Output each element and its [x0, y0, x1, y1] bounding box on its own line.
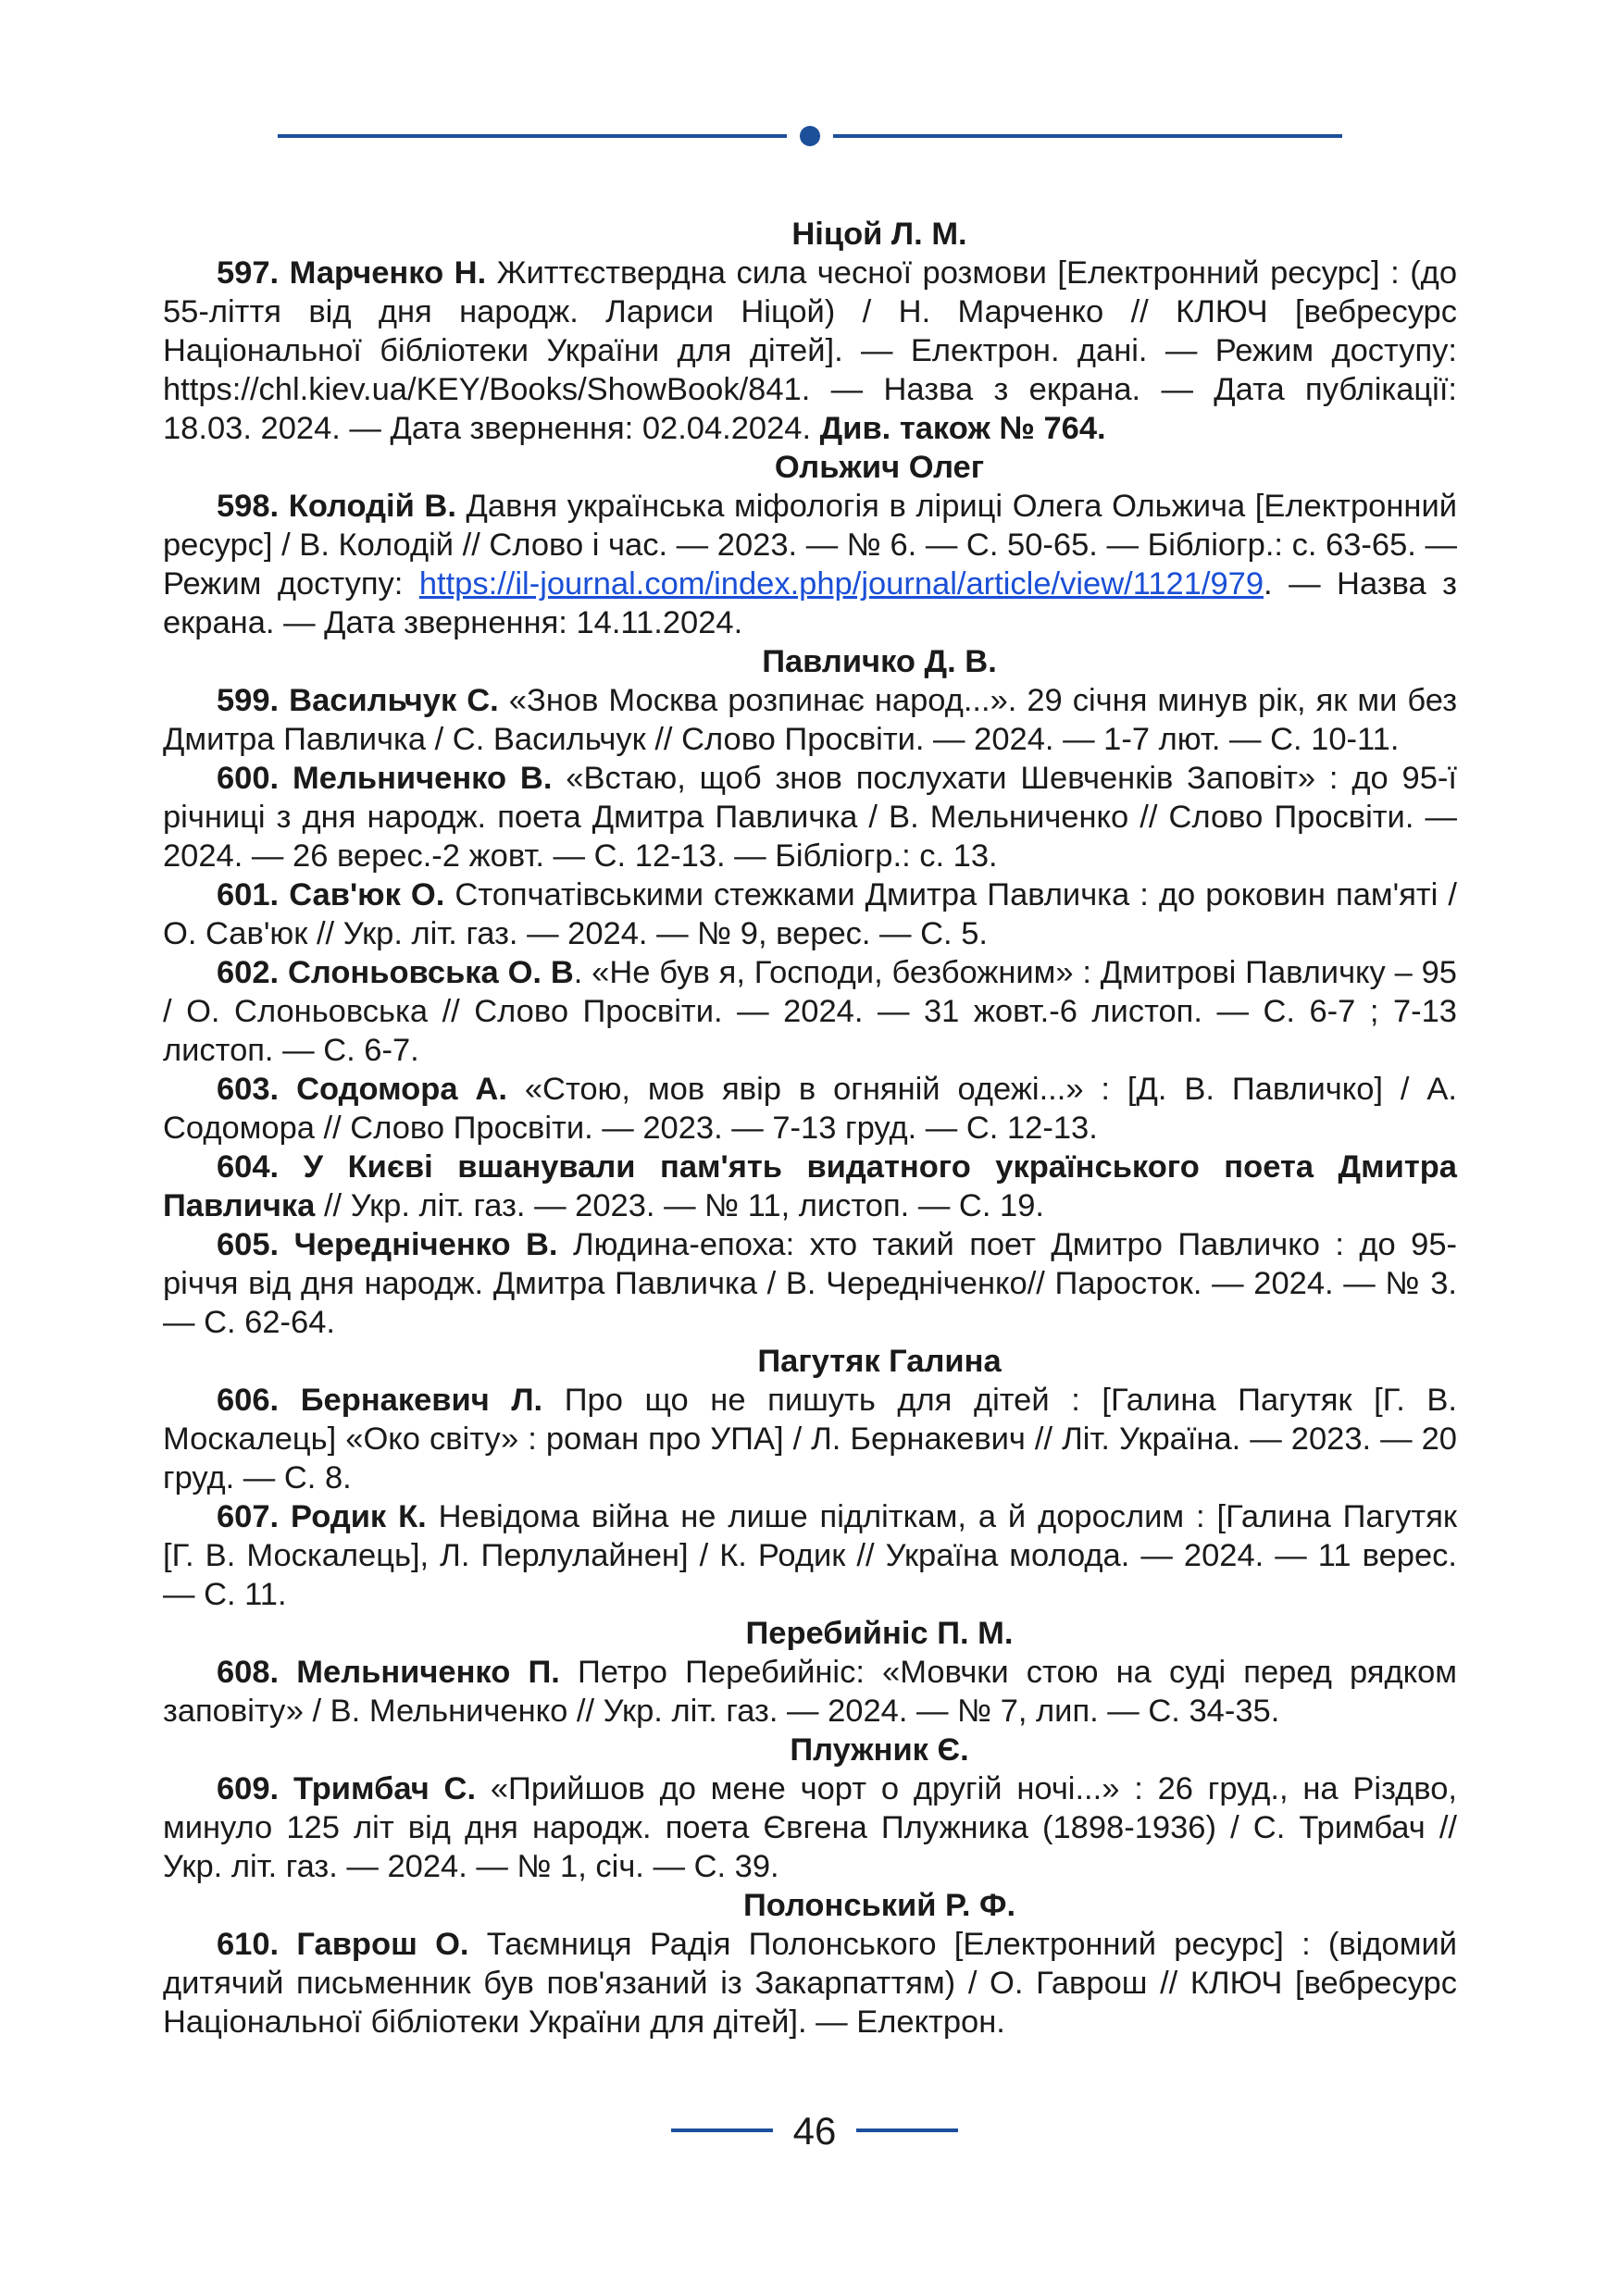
page-footer	[0, 2108, 1619, 2154]
entry-author: Марченко Н.	[289, 255, 487, 291]
page-number: 46	[792, 2109, 837, 2153]
entry-603	[163, 1070, 1457, 1148]
entry-number: 598.	[217, 489, 280, 524]
entry-597	[163, 254, 1457, 448]
ornament-line-right	[833, 134, 1342, 138]
entry-number: 602.	[217, 955, 280, 990]
entry-author: Тримбач С.	[279, 1771, 477, 1806]
top-ornament	[278, 126, 1342, 146]
section-heading: Павличко Д. В.	[762, 644, 997, 679]
entry-text: Петро Перебийніс: «Мовчки стою на суді перед рядком заповіту» / В. Мельниченко // Укр. літ. газ. — 2024. — № 7, лип. — С. 34-35.	[163, 1655, 1458, 1729]
entry-602	[163, 953, 1457, 1070]
entry-number: 599.	[217, 683, 280, 718]
entry-number: 601.	[217, 877, 280, 912]
entry-607	[163, 1497, 1457, 1614]
entry-number: 606.	[217, 1383, 280, 1418]
entry-599	[163, 681, 1457, 759]
entry-author: Слоньовська О. В	[279, 955, 574, 990]
entry-author: Бернакевич Л.	[279, 1383, 543, 1418]
entry-see-also: Див. також № 764.	[819, 411, 1106, 446]
entry-text: Таємниця Радія Полонського [Електронний ресурс] : (відомий дитячий письменник був пов'язаний із Закарпаттям) / О. Гаврош // КЛЮЧ [вебресурс Національної бібліотеки України для дітей]. — Електрон.	[163, 1927, 1457, 2040]
ornament-dot-icon	[800, 126, 820, 146]
entry-number: 609.	[217, 1771, 280, 1806]
entry-number: 600.	[217, 761, 280, 796]
entry-text: Про що не пишуть для дітей : [Галина Пагутяк [Г. В. Москалець] «Око світу» : роман про УПА] / Л. Бернакевич // Літ. Україна. — 2023. — 20 груд. — С. 8.	[163, 1383, 1457, 1496]
entry-number: 604.	[217, 1149, 280, 1185]
section-heading: Перебийніс П. М.	[745, 1616, 1014, 1651]
entry-text: Життєствердна сила чесної розмови [Електронний ресурс] : (до 55-ліття від дня народж. Лариси Ніцой) / Н. Марченко // КЛЮЧ [вебресурс Національної бібліотеки України для дітей]. — Електрон. дані. — Режим доступу: https://chl.kiev.ua/KEY/Books/ShowBook/841. — Назва з екрана. — Дата публікації: 18.03. 2024. — Дата звернення: 02.04.2024.	[163, 255, 1458, 446]
entry-text: «Знов Москва розпинає народ...». 29 січня минув рік, як ми без Дмитра Павличка / С. Васильчук // Слово Просвіти. — 2024. — 1-7 лют. — С. 10-11.	[163, 683, 1458, 757]
entry-text: Давня українська міфологія в ліриці Олега Ольжича [Електронний ресурс] / В. Колодій // Слово і час. — 2023. — № 6. — С. 50-65. — Бібліогр.: с. 63-65. — Режим доступу:	[163, 489, 1457, 602]
entry-text: . «Не був я, Господи, безбожним» : Дмитрові Павличку – 95 / О. Слоньовська // Слово Просвіти. — 2024. — 31 жовт.-6 листоп. — С. 6-7 ; 7-13 листоп. — С. 6-7.	[163, 955, 1457, 1068]
entry-number: 603.	[217, 1072, 280, 1107]
entry-600	[163, 759, 1457, 875]
entry-text-after: . — Назва з екрана. — Дата звернення: 14.11.2024.	[163, 566, 1457, 640]
entry-604	[163, 1148, 1457, 1225]
section-heading: Ніцой Л. М.	[791, 217, 967, 252]
entry-text: «Встаю, щоб знов послухати Шевченків Заповіт» : до 95-ї річниці з дня народж. поета Дмитра Павличка / В. Мельниченко // Слово Просвіти. — 2024. — 26 верес.-2 жовт. — С. 12-13. — Бібліогр.: с. 13.	[163, 761, 1457, 874]
entry-text: «Прийшов до мене чорт о другій ночі...» : 26 груд., на Різдво, минуло 125 літ від дня народж. поета Євгена Плужника (1898-1936) / С. Тримбач // Укр. літ. газ. — 2024. — № 1, січ. — С. 39.	[163, 1771, 1457, 1884]
entry-text: // Укр. літ. газ. — 2023. — № 11, листоп. — С. 19.	[315, 1188, 1044, 1223]
entry-598	[163, 487, 1457, 642]
entry-text: Людина-епоха: хто такий поет Дмитро Павличко : до 95-річчя від дня народж. Дмитра Павличка / В. Чередніченко// Паросток. — 2024. — № 3. — С. 62-64.	[163, 1227, 1457, 1340]
entry-title: У Києві вшанували пам'ять видатного українського поета Дмитра Павличка	[163, 1149, 1457, 1223]
section-heading: Пагутяк Галина	[757, 1344, 1002, 1379]
bibliography-content	[163, 215, 1457, 2042]
entry-author: Колодій В.	[279, 489, 456, 524]
footer-line-right	[856, 2128, 958, 2132]
entry-text: «Стою, мов явір в огняній одежі...» : [Д. В. Павличко] / А. Содомора // Слово Просвіти. — 2023. — 7-13 груд. — С. 12-13.	[163, 1072, 1458, 1146]
entry-606	[163, 1381, 1457, 1497]
entry-author: Мельниченко П.	[279, 1655, 560, 1690]
entry-author: Мельниченко В.	[279, 761, 553, 796]
section-heading: Ольжич Олег	[774, 450, 985, 485]
entry-number: 608.	[217, 1655, 280, 1690]
entry-link[interactable]: https://il-journal.com/index.php/journal/article/view/1121/979	[418, 566, 1264, 602]
entry-author: Содомора А.	[279, 1072, 507, 1107]
entry-601	[163, 875, 1457, 953]
entry-number: 607.	[217, 1499, 280, 1534]
entry-number: 597.	[217, 255, 290, 291]
section-heading: Полонський Р. Ф.	[742, 1888, 1016, 1923]
entry-author: Сав'юк О.	[279, 877, 445, 912]
entry-author: Чередніченко В.	[279, 1227, 558, 1262]
entry-text: Невідома війна не лише підліткам, а й дорослим : [Галина Пагутяк [Г. В. Москалець], Л. Перлулайнен] / К. Родик // Україна молода. — 2024. — 11 верес. — С. 11.	[163, 1499, 1457, 1612]
entry-608	[163, 1653, 1457, 1731]
entry-author: Гаврош О.	[279, 1927, 469, 1962]
footer-line-left	[671, 2128, 773, 2132]
section-heading: Плужник Є.	[790, 1732, 969, 1768]
ornament-line-left	[278, 134, 787, 138]
entry-number: 610.	[217, 1927, 280, 1962]
entry-author: Родик К.	[279, 1499, 427, 1534]
entry-number: 605.	[217, 1227, 280, 1262]
entry-605	[163, 1225, 1457, 1342]
entry-text: Стопчатівськими стежками Дмитра Павличка : до роковин пам'яті / О. Сав'юк // Укр. літ. газ. — 2024. — № 9, верес. — С. 5.	[163, 877, 1457, 951]
entry-610	[163, 1925, 1457, 2042]
entry-author: Васильчук С.	[279, 683, 499, 718]
entry-609	[163, 1769, 1457, 1886]
